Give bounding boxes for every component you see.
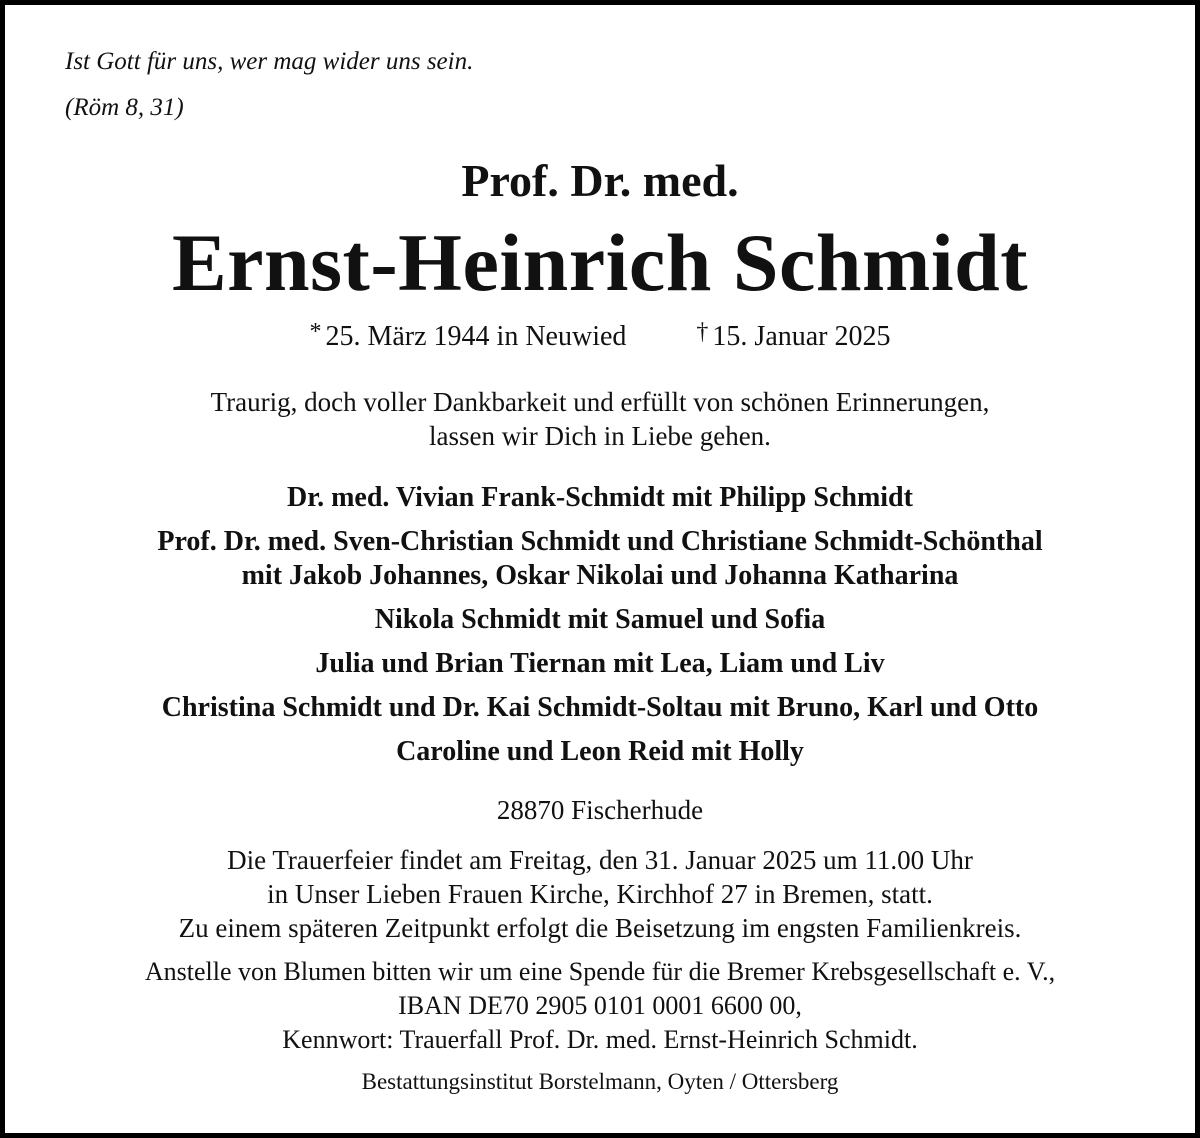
birth-date: 25. März 1944 in Neuwied <box>325 321 627 352</box>
death-cross-icon: † <box>696 319 709 345</box>
funeral-home: Bestattungsinstitut Borstelmann, Oyten / Ottersberg <box>361 1069 839 1094</box>
bible-reference: (Röm 8, 31) <box>65 94 184 121</box>
donation-line: Anstelle von Blumen bitten wir um eine Spende für die Bremer Krebsgesellschaft e. V., <box>144 957 1056 986</box>
family-location: 28870 Fischerhude <box>496 795 704 825</box>
death-date: 15. Januar 2025 <box>712 321 891 352</box>
life-dates <box>25 315 1175 354</box>
mourner-family <box>25 525 1175 593</box>
mourner-family: Caroline und Leon Reid mit Holly <box>396 736 804 767</box>
mourner-family: Christina Schmidt und Dr. Kai Schmidt-Soltau mit Bruno, Karl und Otto <box>161 692 1039 723</box>
donation-info <box>25 955 1175 1057</box>
mourner-family-line: Prof. Dr. med. Sven-Christian Schmidt und Christiane Schmidt-Schönthal <box>157 526 1043 557</box>
academic-title: Prof. Dr. med. <box>461 155 739 206</box>
donation-iban: IBAN DE70 2905 0101 0001 6600 00, <box>398 991 802 1020</box>
mourner-family: Dr. med. Vivian Frank-Schmidt mit Philipp Schmidt <box>287 482 913 513</box>
birth-star-icon: * <box>309 319 322 345</box>
bible-verse: Ist Gott für uns, wer mag wider uns sein. <box>65 48 474 75</box>
intro-line: lassen wir Dich in Liebe gehen. <box>429 421 771 451</box>
donation-keyword: Kennwort: Trauerfall Prof. Dr. med. Ernst-Heinrich Schmidt. <box>282 1025 918 1054</box>
mourner-family-line: mit Jakob Johannes, Oskar Nikolai und Johanna Katharina <box>241 560 959 591</box>
mourner-family: Julia und Brian Tiernan mit Lea, Liam und Liv <box>315 648 885 679</box>
service-line: Zu einem späteren Zeitpunkt erfolgt die Beisetzung im engsten Familienkreis. <box>178 913 1022 943</box>
intro-text <box>25 385 1175 453</box>
deceased-name: Ernst-Heinrich Schmidt <box>171 217 1029 308</box>
service-line: in Unser Lieben Frauen Kirche, Kirchhof 27 in Bremen, statt. <box>267 879 933 909</box>
intro-line: Traurig, doch voller Dankbarkeit und erfüllt von schönen Erinnerungen, <box>210 387 990 417</box>
funeral-service-info <box>25 843 1175 945</box>
mourner-family: Nikola Schmidt mit Samuel und Sofia <box>374 604 826 635</box>
mourners-list <box>25 481 1175 779</box>
service-line: Die Trauerfeier findet am Freitag, den 31. Januar 2025 um 11.00 Uhr <box>227 845 973 875</box>
